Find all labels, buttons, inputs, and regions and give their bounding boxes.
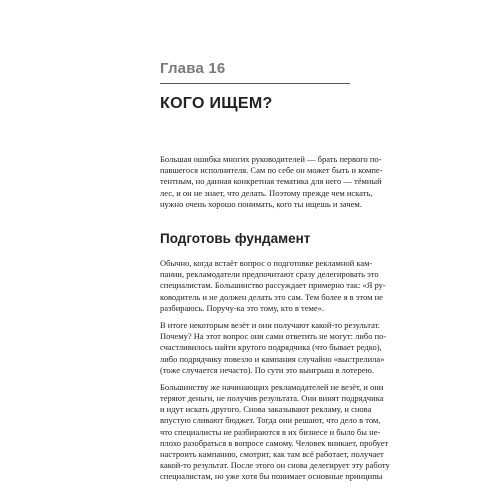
text-line: счастливилось найти крутого подрядчика (что бывает редко),: [160, 342, 382, 353]
text-line: павшегося исполнителя. Сам по себе он может быть и компе-: [160, 165, 383, 176]
text-line: (тоже случается нечасто). По сути это выигрыш в лотерею.: [160, 364, 375, 375]
text-line: плохо разобраться в вопросе самому. Человек вникает, пробует: [160, 437, 389, 448]
text-line: что специалисты не разбираются в их бизнесе и было бы не-: [160, 426, 381, 437]
text-line: теряют деньги, не получив результата. Они винят подрядчика: [160, 393, 384, 404]
chapter-title: КОГО ИЩЕМ?: [160, 95, 273, 112]
text-line: Большинству же начинающих рекламодателей не везёт, и они: [160, 381, 384, 392]
section-body: [160, 258, 390, 489]
text-line: пании, рекламодатели предпочитают сразу делегировать это: [160, 269, 379, 280]
intro-paragraph: [160, 154, 383, 210]
text-line: впустую сливают бюджет. Тогда они решают, что дело в том,: [160, 415, 381, 426]
text-line: тентным, но данная конкретная тематика для него — тёмный: [160, 176, 382, 187]
text-line: В итоге некоторым везёт и они получают какой-то результат.: [160, 319, 380, 330]
paragraph: [160, 258, 386, 314]
text-line: либо подрядчику повезло и кампания случайно «выстрелила»: [160, 353, 385, 364]
text-line: разбираюсь. Поручу-ка это тому, кто в теме».: [160, 302, 325, 313]
text-line: специалистам, но уже хотя бы понимает основные принципы: [160, 471, 383, 482]
text-line: Почему? На этот вопрос они сами ответить не могут: либо по-: [160, 331, 387, 342]
text-line: нужно очень хорошо понимать, кого ты ищешь и зачем.: [160, 198, 362, 209]
text-line: Большая ошибка многих руководителей — брать первого по-: [160, 154, 382, 164]
chapter-number: Глава 16: [160, 60, 226, 77]
chapter-divider: [160, 83, 350, 84]
text-line: какой-то результат. После этого он снова делегирует эту работу: [160, 460, 390, 471]
text-line: лес, и он не знает, что делать. Поэтому прежде чем искать,: [160, 187, 373, 198]
text-line: настроить кампанию, смотрит, как там всё работает, получает: [160, 449, 384, 459]
paragraph: [160, 319, 387, 376]
paragraph: [160, 381, 390, 483]
text-line: и идут искать другого. Снова заказывают рекламу, и снова: [160, 404, 372, 415]
text-line: Обычно, когда встаёт вопрос о подготовке рекламной кам-: [160, 258, 373, 268]
section-heading: Подготовь фундамент: [160, 231, 311, 246]
text-line: ководитель и не должен делать это сам. Тем более я в этом не: [160, 291, 383, 302]
text-line: специалистам. Большинство рассуждает примерно так: «Я ру-: [160, 280, 386, 291]
